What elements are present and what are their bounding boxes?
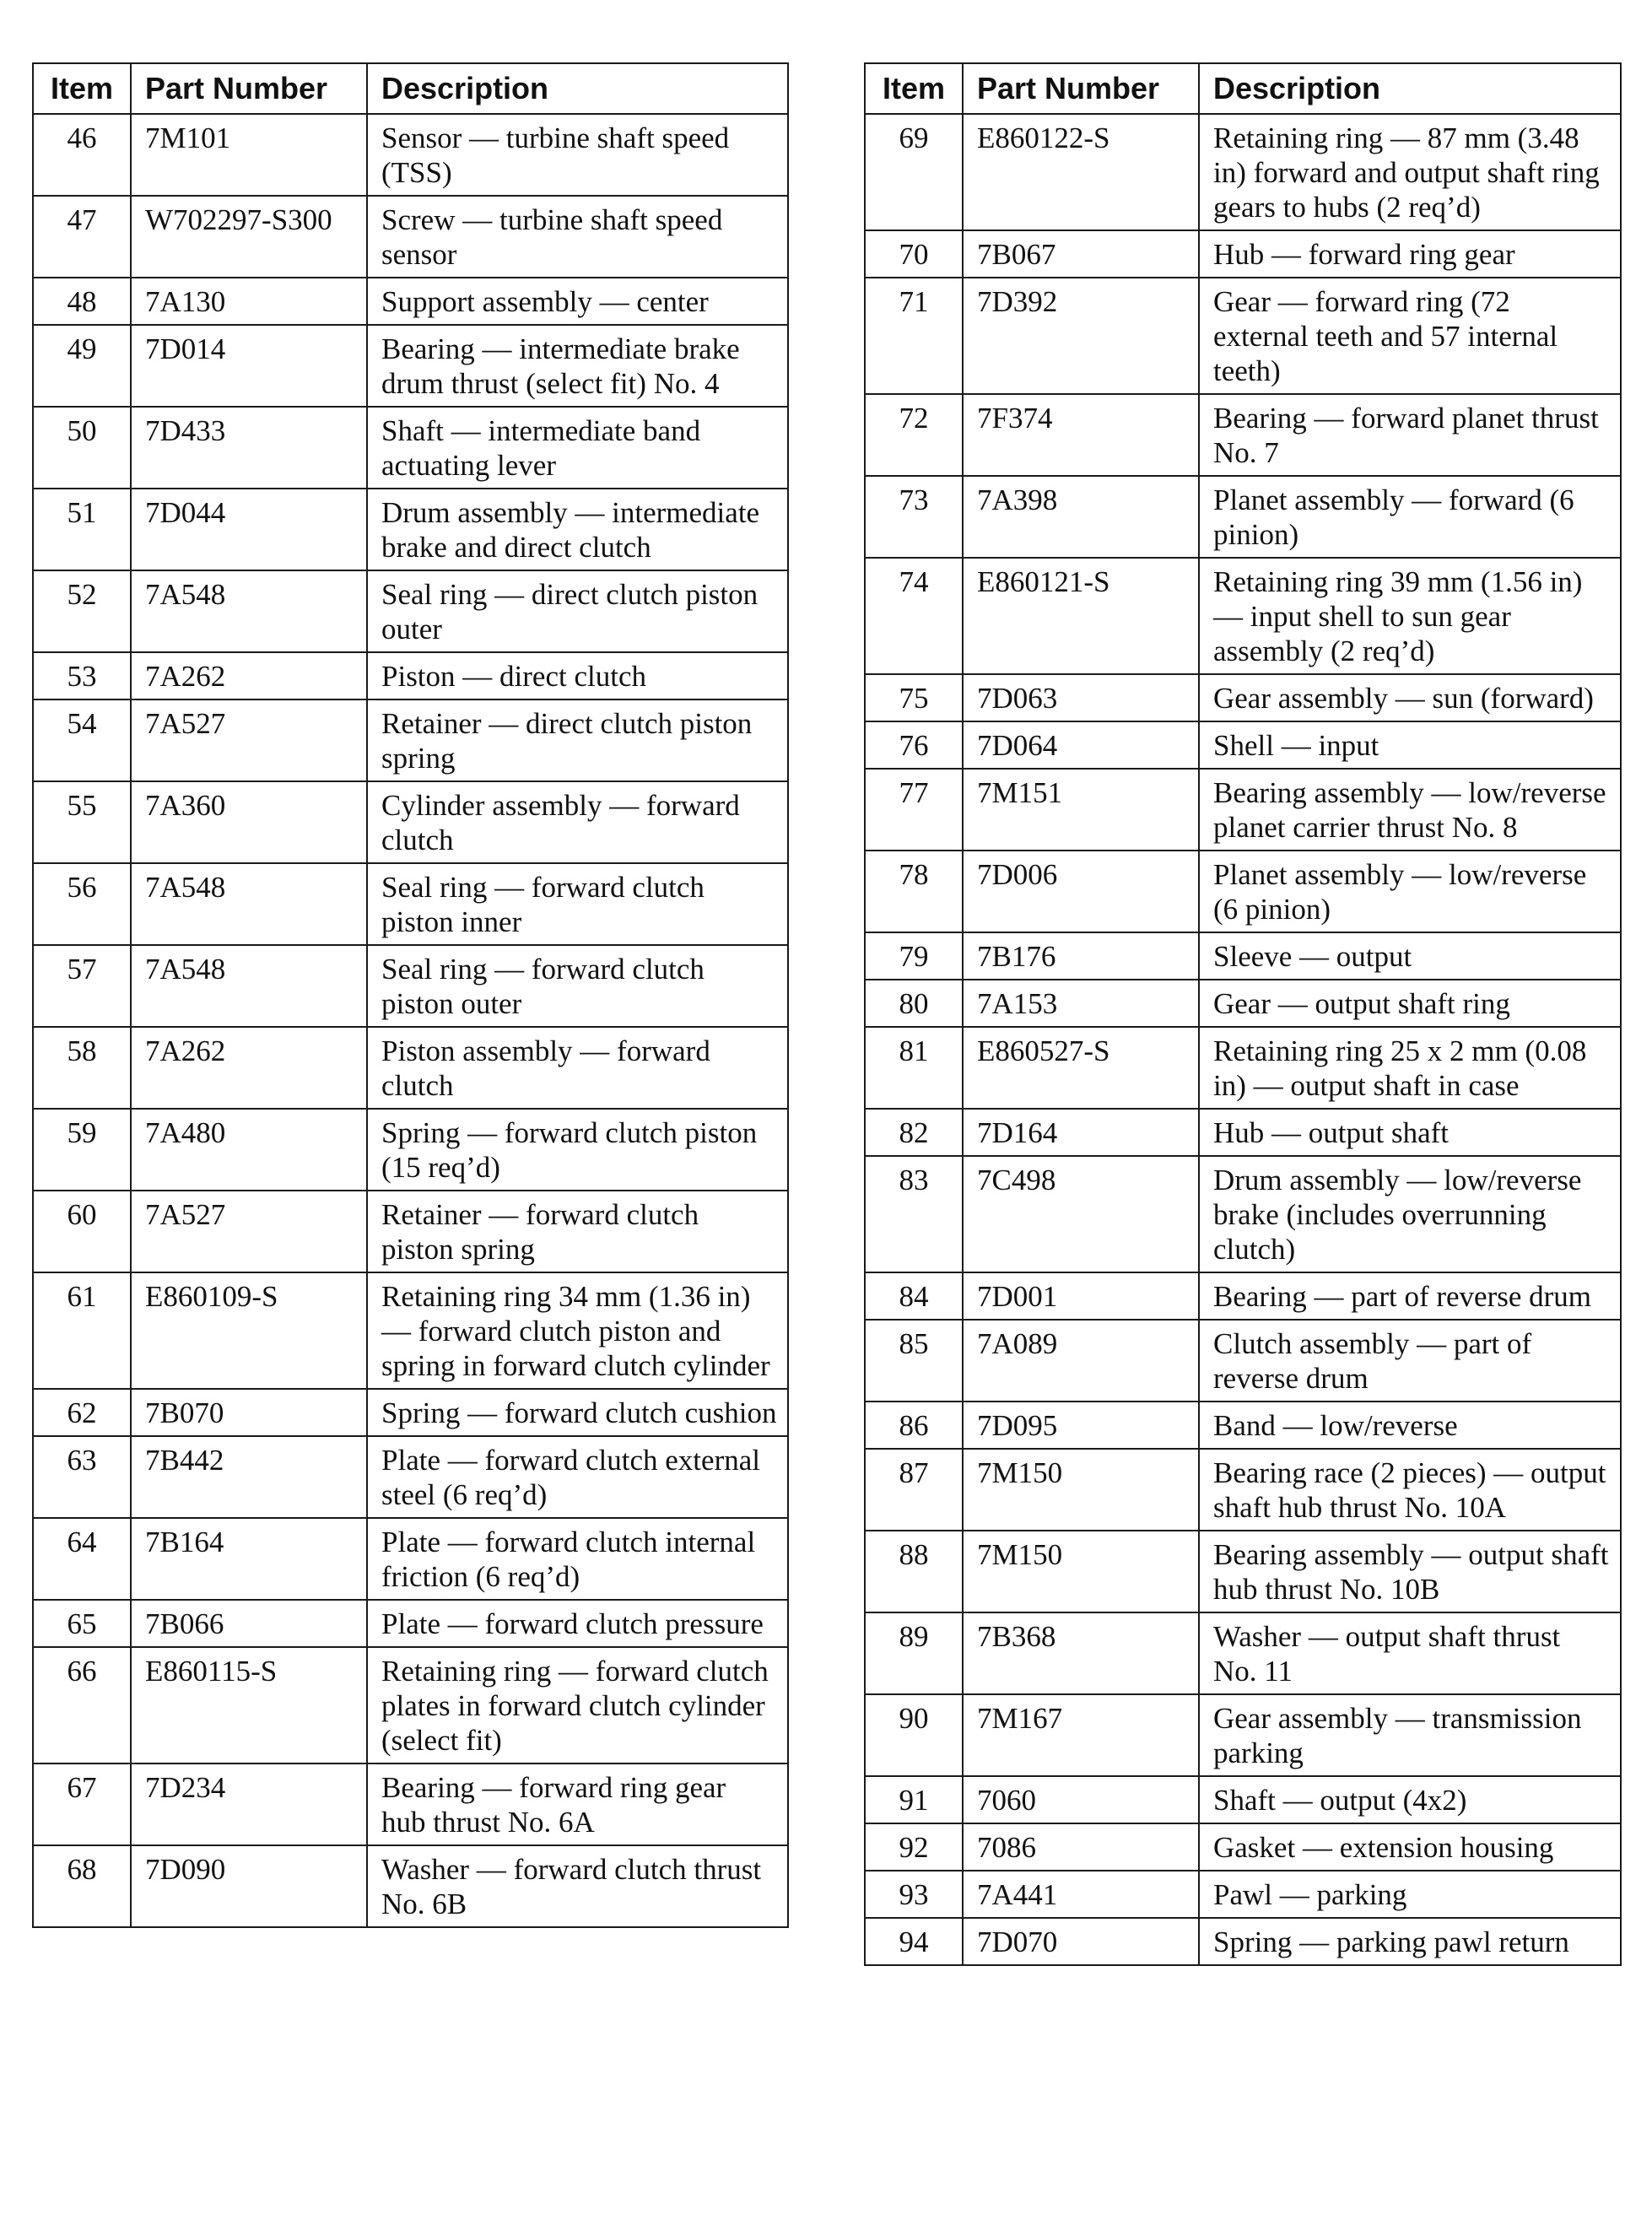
item-cell: 91 <box>865 1776 963 1823</box>
description-cell: Seal ring — forward clutch piston outer <box>367 945 788 1027</box>
part-number-cell: 7A548 <box>131 570 367 652</box>
table-row <box>865 674 1621 721</box>
table-row <box>33 114 788 196</box>
table-row <box>33 1109 788 1191</box>
item-cell: 53 <box>33 652 131 699</box>
table-row <box>33 1518 788 1600</box>
table-row <box>865 1531 1621 1612</box>
item-cell: 51 <box>33 489 131 570</box>
item-cell: 65 <box>33 1600 131 1647</box>
item-cell: 62 <box>33 1389 131 1436</box>
table-row <box>865 1027 1621 1109</box>
table-row <box>865 1694 1621 1776</box>
part-number-cell: 7B066 <box>131 1600 367 1647</box>
table-row <box>33 489 788 570</box>
part-number-cell: 7A548 <box>131 863 367 945</box>
part-number-cell: 7060 <box>963 1776 1199 1823</box>
item-cell: 89 <box>865 1612 963 1694</box>
part-number-cell: 7D064 <box>963 721 1199 769</box>
part-number-cell: 7A548 <box>131 945 367 1027</box>
table-row <box>33 1763 788 1845</box>
table-row <box>865 1871 1621 1918</box>
description-cell: Washer — forward clutch thrust No. 6B <box>367 1845 788 1927</box>
header-description: Description <box>367 63 788 114</box>
description-cell: Support assembly — center <box>367 278 788 325</box>
part-number-cell: 7C498 <box>963 1156 1199 1272</box>
item-cell: 64 <box>33 1518 131 1600</box>
part-number-cell: 7A262 <box>131 1027 367 1109</box>
description-cell: Sleeve — output <box>1199 932 1621 980</box>
part-number-cell: 7A130 <box>131 278 367 325</box>
part-number-cell: 7A527 <box>131 699 367 781</box>
part-number-cell: 7A527 <box>131 1191 367 1272</box>
table-row <box>33 1389 788 1436</box>
item-cell: 81 <box>865 1027 963 1109</box>
item-cell: 79 <box>865 932 963 980</box>
table-row <box>865 1320 1621 1402</box>
part-number-cell: 7D392 <box>963 278 1199 394</box>
table-row <box>33 1027 788 1109</box>
header-row <box>33 63 788 114</box>
table-row <box>865 932 1621 980</box>
description-cell: Seal ring — direct clutch piston outer <box>367 570 788 652</box>
table-row <box>865 278 1621 394</box>
part-number-cell: 7D095 <box>963 1402 1199 1449</box>
parts-table-right <box>864 62 1622 1966</box>
description-cell: Bearing — intermediate brake drum thrust (select fit) No. 4 <box>367 325 788 407</box>
item-cell: 63 <box>33 1436 131 1518</box>
item-cell: 69 <box>865 114 963 230</box>
part-number-cell: 7B176 <box>963 932 1199 980</box>
part-number-cell: E860115-S <box>131 1647 367 1763</box>
part-number-cell: 7A153 <box>963 980 1199 1027</box>
table-row <box>865 769 1621 851</box>
part-number-cell: 7D433 <box>131 407 367 489</box>
description-cell: Seal ring — forward clutch piston inner <box>367 863 788 945</box>
item-cell: 48 <box>33 278 131 325</box>
header-item: Item <box>865 63 963 114</box>
item-cell: 87 <box>865 1449 963 1531</box>
description-cell: Drum assembly — low/reverse brake (includes overrunning clutch) <box>1199 1156 1621 1272</box>
table-row <box>33 1600 788 1647</box>
item-cell: 59 <box>33 1109 131 1191</box>
part-number-cell: 7B442 <box>131 1436 367 1518</box>
part-number-cell: 7A089 <box>963 1320 1199 1402</box>
item-cell: 86 <box>865 1402 963 1449</box>
description-cell: Shell — input <box>1199 721 1621 769</box>
description-cell: Washer — output shaft thrust No. 11 <box>1199 1612 1621 1694</box>
table-row <box>865 980 1621 1027</box>
table-row <box>33 570 788 652</box>
part-number-cell: 7A480 <box>131 1109 367 1191</box>
description-cell: Piston — direct clutch <box>367 652 788 699</box>
header-row <box>865 63 1621 114</box>
item-cell: 72 <box>865 394 963 476</box>
description-cell: Shaft — output (4x2) <box>1199 1776 1621 1823</box>
table-row <box>33 1191 788 1272</box>
table-row <box>33 1436 788 1518</box>
table-row <box>865 476 1621 558</box>
table-row <box>33 781 788 863</box>
part-number-cell: 7D234 <box>131 1763 367 1845</box>
table-row <box>33 699 788 781</box>
description-cell: Retaining ring 34 mm (1.36 in) — forward clutch piston and spring in forward clutch cylinder <box>367 1272 788 1389</box>
description-cell: Gear — forward ring (72 external teeth and 57 internal teeth) <box>1199 278 1621 394</box>
table-row <box>33 1647 788 1763</box>
table-row <box>33 652 788 699</box>
table-row <box>33 407 788 489</box>
part-number-cell: 7D090 <box>131 1845 367 1927</box>
part-number-cell: 7086 <box>963 1823 1199 1871</box>
description-cell: Gear assembly — transmission parking <box>1199 1694 1621 1776</box>
description-cell: Hub — forward ring gear <box>1199 230 1621 278</box>
item-cell: 94 <box>865 1918 963 1965</box>
part-number-cell: 7D070 <box>963 1918 1199 1965</box>
header-description: Description <box>1199 63 1621 114</box>
item-cell: 92 <box>865 1823 963 1871</box>
part-number-cell: 7D001 <box>963 1272 1199 1320</box>
header-item: Item <box>33 63 131 114</box>
description-cell: Bearing — forward planet thrust No. 7 <box>1199 394 1621 476</box>
description-cell: Planet assembly — forward (6 pinion) <box>1199 476 1621 558</box>
parts-table-body <box>33 114 788 1927</box>
table-row <box>865 230 1621 278</box>
part-number-cell: 7A262 <box>131 652 367 699</box>
description-cell: Bearing assembly — output shaft hub thrust No. 10B <box>1199 1531 1621 1612</box>
part-number-cell: 7A398 <box>963 476 1199 558</box>
description-cell: Retainer — direct clutch piston spring <box>367 699 788 781</box>
description-cell: Gear assembly — sun (forward) <box>1199 674 1621 721</box>
part-number-cell: E860121-S <box>963 558 1199 674</box>
item-cell: 67 <box>33 1763 131 1845</box>
description-cell: Drum assembly — intermediate brake and direct clutch <box>367 489 788 570</box>
description-cell: Retaining ring — forward clutch plates in forward clutch cylinder (select fit) <box>367 1647 788 1763</box>
part-number-cell: 7M167 <box>963 1694 1199 1776</box>
table-row <box>865 1402 1621 1449</box>
description-cell: Clutch assembly — part of reverse drum <box>1199 1320 1621 1402</box>
table-row <box>33 863 788 945</box>
part-number-cell: E860109-S <box>131 1272 367 1389</box>
description-cell: Shaft — intermediate band actuating lever <box>367 407 788 489</box>
table-row <box>33 1272 788 1389</box>
item-cell: 82 <box>865 1109 963 1156</box>
description-cell: Bearing — part of reverse drum <box>1199 1272 1621 1320</box>
description-cell: Plate — forward clutch pressure <box>367 1600 788 1647</box>
item-cell: 49 <box>33 325 131 407</box>
item-cell: 85 <box>865 1320 963 1402</box>
header-part-number: Part Number <box>131 63 367 114</box>
description-cell: Screw — turbine shaft speed sensor <box>367 196 788 278</box>
table-row <box>865 114 1621 230</box>
item-cell: 50 <box>33 407 131 489</box>
table-row <box>865 1449 1621 1531</box>
item-cell: 52 <box>33 570 131 652</box>
description-cell: Band — low/reverse <box>1199 1402 1621 1449</box>
description-cell: Cylinder assembly — forward clutch <box>367 781 788 863</box>
part-number-cell: 7M150 <box>963 1449 1199 1531</box>
description-cell: Gear — output shaft ring <box>1199 980 1621 1027</box>
item-cell: 93 <box>865 1871 963 1918</box>
description-cell: Sensor — turbine shaft speed (TSS) <box>367 114 788 196</box>
table-row <box>865 394 1621 476</box>
item-cell: 70 <box>865 230 963 278</box>
part-number-cell: 7D014 <box>131 325 367 407</box>
header-part-number: Part Number <box>963 63 1199 114</box>
table-row <box>33 945 788 1027</box>
table-row <box>33 278 788 325</box>
item-cell: 73 <box>865 476 963 558</box>
item-cell: 80 <box>865 980 963 1027</box>
parts-table-left <box>32 62 789 1928</box>
part-number-cell: 7B070 <box>131 1389 367 1436</box>
item-cell: 77 <box>865 769 963 851</box>
part-number-cell: 7D063 <box>963 674 1199 721</box>
table-row <box>865 721 1621 769</box>
item-cell: 68 <box>33 1845 131 1927</box>
description-cell: Planet assembly — low/reverse (6 pinion) <box>1199 851 1621 932</box>
part-number-cell: 7A441 <box>963 1871 1199 1918</box>
part-number-cell: 7A360 <box>131 781 367 863</box>
description-cell: Bearing — forward ring gear hub thrust No. 6A <box>367 1763 788 1845</box>
item-cell: 55 <box>33 781 131 863</box>
item-cell: 75 <box>865 674 963 721</box>
item-cell: 74 <box>865 558 963 674</box>
description-cell: Bearing assembly — low/reverse planet carrier thrust No. 8 <box>1199 769 1621 851</box>
description-cell: Pawl — parking <box>1199 1871 1621 1918</box>
description-cell: Plate — forward clutch external steel (6 req’d) <box>367 1436 788 1518</box>
part-number-cell: 7B067 <box>963 230 1199 278</box>
item-cell: 88 <box>865 1531 963 1612</box>
description-cell: Plate — forward clutch internal friction (6 req’d) <box>367 1518 788 1600</box>
item-cell: 58 <box>33 1027 131 1109</box>
table-row <box>865 1109 1621 1156</box>
item-cell: 66 <box>33 1647 131 1763</box>
part-number-cell: 7B164 <box>131 1518 367 1600</box>
part-number-cell: 7B368 <box>963 1612 1199 1694</box>
description-cell: Retaining ring — 87 mm (3.48 in) forward and output shaft ring gears to hubs (2 req’d) <box>1199 114 1621 230</box>
item-cell: 71 <box>865 278 963 394</box>
item-cell: 60 <box>33 1191 131 1272</box>
description-cell: Bearing race (2 pieces) — output shaft hub thrust No. 10A <box>1199 1449 1621 1531</box>
description-cell: Retaining ring 25 x 2 mm (0.08 in) — output shaft in case <box>1199 1027 1621 1109</box>
item-cell: 47 <box>33 196 131 278</box>
part-number-cell: 7M150 <box>963 1531 1199 1612</box>
part-number-cell: 7M101 <box>131 114 367 196</box>
item-cell: 84 <box>865 1272 963 1320</box>
description-cell: Retaining ring 39 mm (1.56 in) — input shell to sun gear assembly (2 req’d) <box>1199 558 1621 674</box>
description-cell: Hub — output shaft <box>1199 1109 1621 1156</box>
table-row <box>865 1823 1621 1871</box>
table-row <box>865 1272 1621 1320</box>
description-cell: Retainer — forward clutch piston spring <box>367 1191 788 1272</box>
item-cell: 90 <box>865 1694 963 1776</box>
part-number-cell: 7D164 <box>963 1109 1199 1156</box>
description-cell: Spring — forward clutch cushion <box>367 1389 788 1436</box>
item-cell: 61 <box>33 1272 131 1389</box>
table-row <box>865 851 1621 932</box>
description-cell: Gasket — extension housing <box>1199 1823 1621 1871</box>
description-cell: Spring — forward clutch piston (15 req’d) <box>367 1109 788 1191</box>
table-row <box>33 1845 788 1927</box>
table-row <box>865 1612 1621 1694</box>
item-cell: 57 <box>33 945 131 1027</box>
item-cell: 56 <box>33 863 131 945</box>
table-row <box>865 558 1621 674</box>
description-cell: Spring — parking pawl return <box>1199 1918 1621 1965</box>
part-number-cell: 7D044 <box>131 489 367 570</box>
description-cell: Piston assembly — forward clutch <box>367 1027 788 1109</box>
part-number-cell: 7M151 <box>963 769 1199 851</box>
item-cell: 46 <box>33 114 131 196</box>
part-number-cell: 7D006 <box>963 851 1199 932</box>
table-row <box>865 1918 1621 1965</box>
table-row <box>865 1156 1621 1272</box>
part-number-cell: 7F374 <box>963 394 1199 476</box>
part-number-cell: E860122-S <box>963 114 1199 230</box>
table-row <box>33 196 788 278</box>
item-cell: 78 <box>865 851 963 932</box>
part-number-cell: E860527-S <box>963 1027 1199 1109</box>
table-row <box>33 325 788 407</box>
parts-table-body <box>865 114 1621 1965</box>
table-row <box>865 1776 1621 1823</box>
item-cell: 54 <box>33 699 131 781</box>
item-cell: 76 <box>865 721 963 769</box>
item-cell: 83 <box>865 1156 963 1272</box>
part-number-cell: W702297-S300 <box>131 196 367 278</box>
